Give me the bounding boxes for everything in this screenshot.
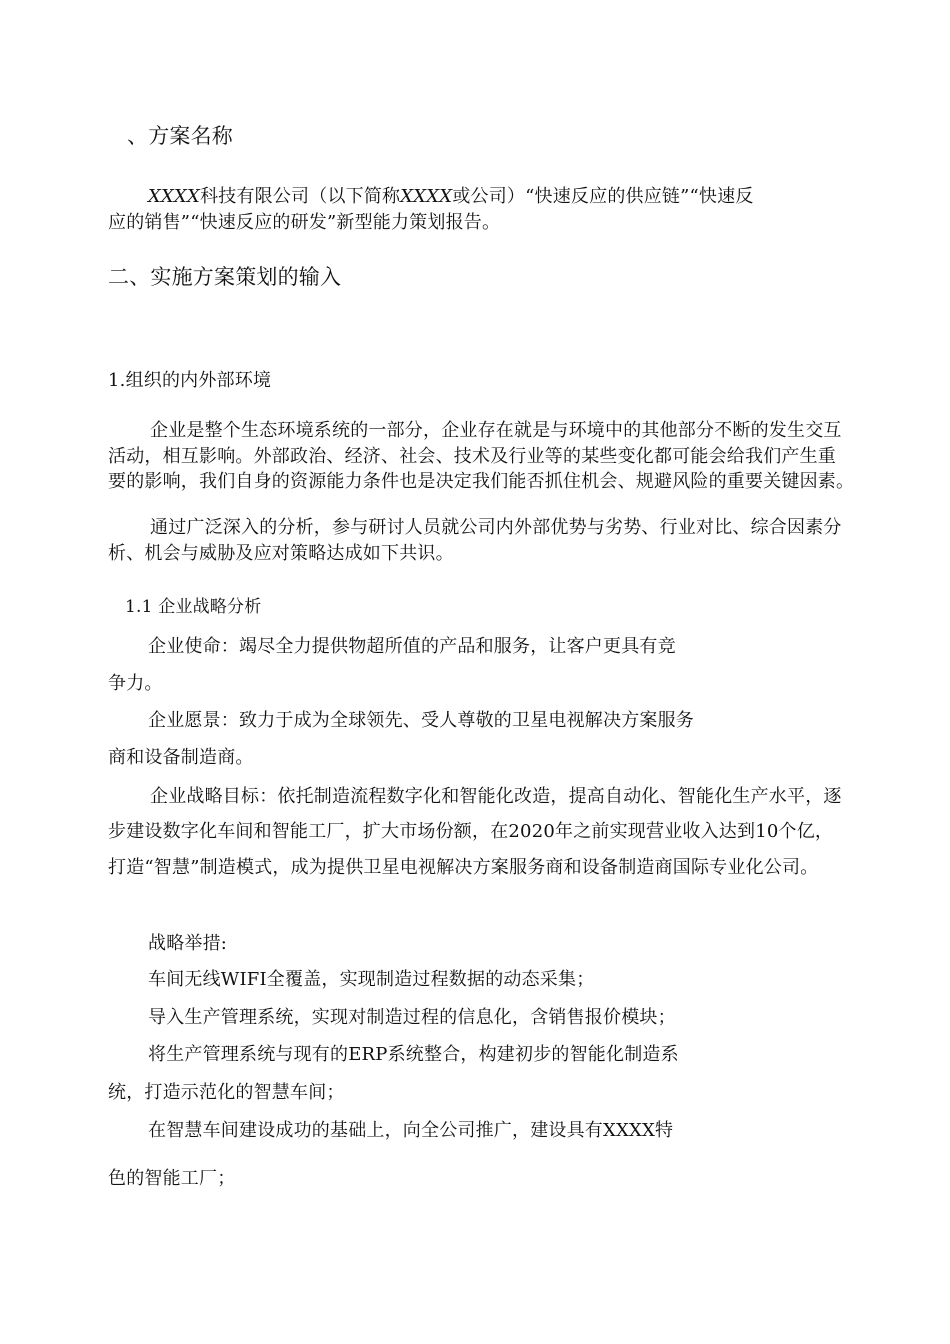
measures-heading: 战略举措: [148,933,228,954]
paragraph-line: 析、机会与威胁及应对策略达成如下共识。 [108,543,454,564]
measure-item: 导入生产管理系统，实现对制造过程的信息化，含销售报价模块； [148,1007,676,1028]
paragraph-line: 应的销售”“快速反应的研发”新型能力策划报告。 [108,212,501,233]
paragraph-line: 活动，相互影响。外部政治、经济、社会、技术及行业等的某些变化都可能会给我们产生重 [108,446,836,467]
measure-item: 统，打造示范化的智慧车间； [108,1082,345,1103]
paragraph-line: 要的影响，我们自身的资源能力条件也是决定我们能否抓住机会、规避风险的重要关键因素。 [108,471,855,492]
paragraph-line [148,184,754,210]
goal-line: 步建设数字化车间和智能工厂，扩大市场份额，在2020年之前实现营业收入达到10个亿， [108,821,834,842]
text-run: 科技有限公司（以下简称 [200,186,401,207]
vision-line: 商和设备制造商。 [108,747,254,768]
measure-item: 将生产管理系统与现有的ERP系统整合，构建初步的智能化制造系 [148,1044,679,1065]
section-heading-plan-name: 、方案名称 [127,124,233,148]
measure-item: 车间无线WIFI全覆盖，实现制造过程数据的动态采集； [148,969,595,990]
text-run: 或公司）“快速反应的供应链”“快速反 [452,186,754,207]
subsection-heading: 1.组织的内外部环境 [108,370,272,391]
section-heading-inputs: 二、实施方案策划的输入 [108,265,342,289]
company-placeholder: XXXX [400,186,453,207]
measure-item: 在智慧车间建设成功的基础上，向全公司推广，建设具有XXXX特 [148,1120,674,1141]
vision-line: 企业愿景：致力于成为全球领先、受人尊敬的卫星电视解决方案服务 [148,710,694,731]
mission-line: 争力。 [108,673,163,694]
goal-line: 企业战略目标：依托制造流程数字化和智能化改造，提高自动化、智能化生产水平，逐 [150,786,842,807]
paragraph-line: 通过广泛深入的分析，参与研讨人员就公司内外部优势与劣势、行业对比、综合因素分 [150,517,842,538]
paragraph-line: 企业是整个生态环境系统的一部分，企业存在就是与环境中的其他部分不断的发生交互 [150,420,842,441]
subsection-heading: 1.1 企业战略分析 [125,597,262,617]
company-placeholder: XXXX [148,186,201,207]
goal-line: 打造“智慧”制造模式，成为提供卫星电视解决方案服务商和设备制造商国际专业化公司。 [108,857,819,878]
mission-line: 企业使命：竭尽全力提供物超所值的产品和服务，让客户更具有竞 [148,636,676,657]
measure-item: 色的智能工厂； [108,1168,236,1189]
